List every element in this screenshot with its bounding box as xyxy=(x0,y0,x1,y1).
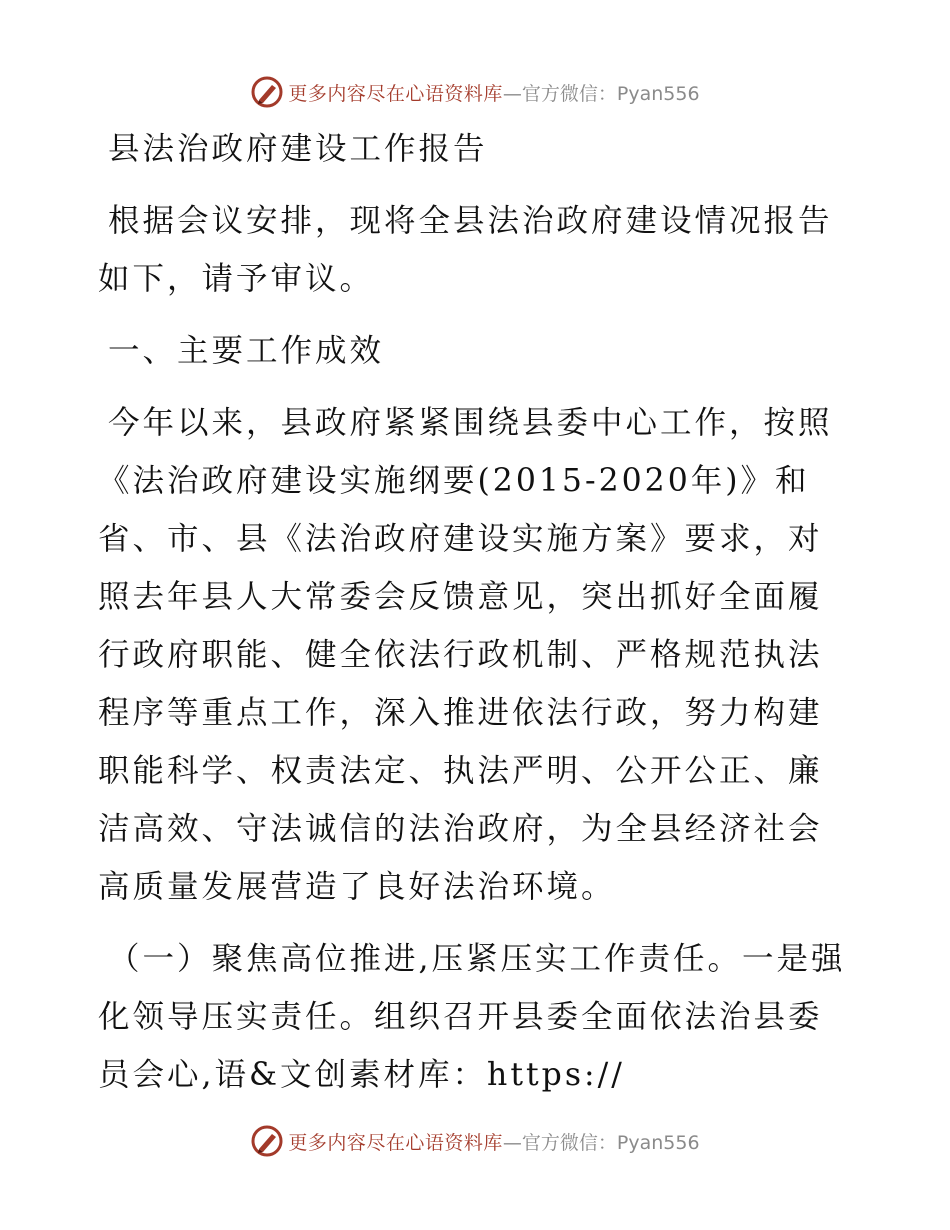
watermark-primary-text: 更多内容尽在心语资料库 xyxy=(288,82,503,105)
pen-logo-icon xyxy=(250,1124,284,1158)
watermark-secondary-text: —官方微信：Pyan556 xyxy=(502,82,700,105)
pen-logo-icon xyxy=(250,75,284,109)
paragraph-subsection: （一）聚焦高位推进,压紧压实工作责任。一是强化领导压实责任。组织召开县委全面依法治县委员会心,语&文创素材库：https:// xyxy=(98,941,846,1093)
paragraph-body: 今年以来，县政府紧紧围绕县委中心工作，按照《法治政府建设实施纲要(2015-2020年)》和省、市、县《法治政府建设实施方案》要求，对照去年县人大常委会反馈意见，突出抓好全面履行政府职能、健全依法行政机制、严格规范执法程序等重点工作，深入推进依法行政，努力构建职能科学、权责法定、执法严明、公开公正、廉洁高效、守法诚信的法治政府，为全县经济社会高质量发展营造了良好法治环境。 xyxy=(98,405,833,905)
paragraph-intro: 根据会议安排，现将全县法治政府建设情况报告如下，请予审议。 xyxy=(98,203,833,297)
footer-watermark xyxy=(0,1121,950,1161)
header-watermark xyxy=(0,72,950,112)
watermark-primary-text: 更多内容尽在心语资料库 xyxy=(288,1131,503,1154)
document-title: 县法治政府建设工作报告 xyxy=(108,131,488,167)
watermark-secondary-text: —官方微信：Pyan556 xyxy=(502,1131,700,1154)
section-heading: 一、主要工作成效 xyxy=(108,333,385,369)
document-body xyxy=(98,120,848,1104)
